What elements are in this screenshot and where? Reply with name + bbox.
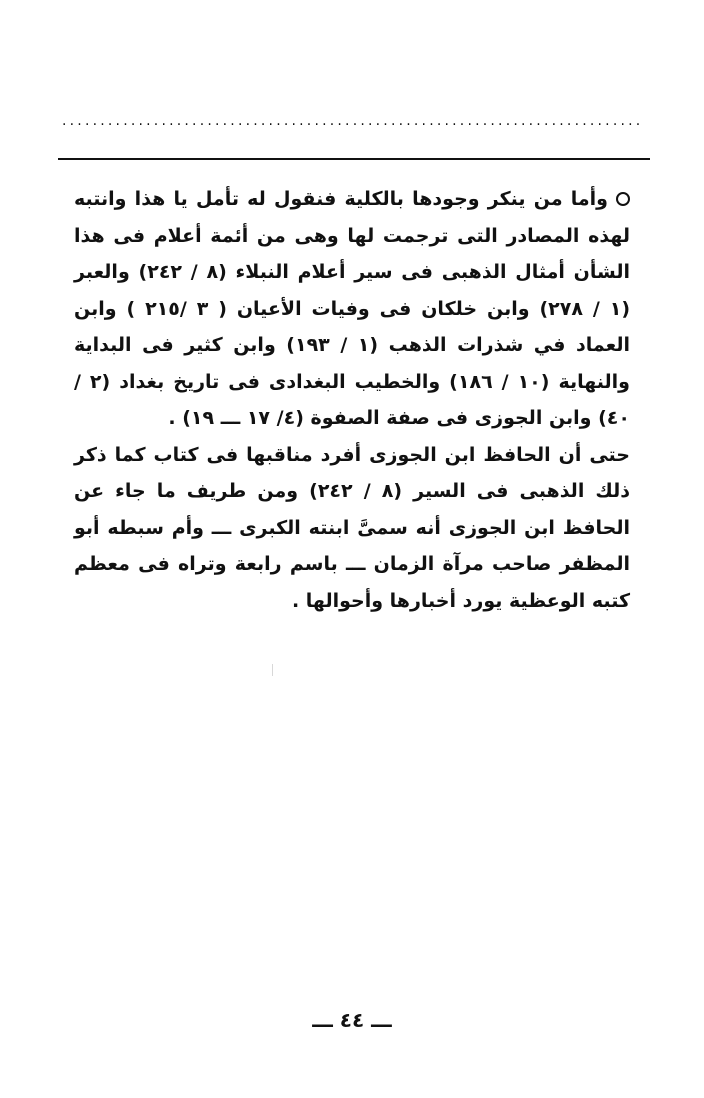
paragraph-1: [74, 181, 630, 437]
paragraph-2-text: حتى أن الحافظ ابن الجوزى أفرد مناقبها فى كتاب كما ذكر ذلك الذهبى فى السير (٨ / ٢٤٢) ومن طريف ما جاء عن الحافظ ابن الجوزى أنه سمىَّ ابنته الكبرى ـــ وأم سبطه أبو المظفر صاحب مرآة الزمان ـــ باسم رابعة وتراه فى معظم كتبه الوعظية يورد أخبارها وأحوالها .: [74, 443, 631, 612]
paragraph-1-text: وأما من ينكر وجودها بالكلية فنقول له تأمل يا هذا وانتبه لهذه المصادر التى ترجمت لها وهى من أئمة أعلام فى هذا الشأن أمثال الذهبى فى سير أعلام النبلاء (٨ / ٢٤٢) والعبر (١ / ٢٧٨) وابن خلكان فى وفيات الأعيان ( ٣ /٢١٥ ) وابن العماد في شذرات الذهب (١ / ١٩٣) وابن كثير فى البداية والنهاية (١٠ / ١٨٦) والخطيب البغدادى فى تاريخ بغداد (٢ / ٤٠) وابن الجوزى فى صفة الصفوة (٤/ ١٧ ـــ ١٩) .: [74, 188, 631, 429]
dotted-separator: ............................................................................: [62, 114, 644, 128]
paragraph-2: [74, 437, 630, 620]
circle-bullet-icon: [616, 192, 630, 206]
page-number: ـــ ٤٤ ـــ: [312, 1008, 392, 1032]
horizontal-rule: [58, 158, 650, 160]
scan-mark: [272, 664, 273, 676]
page-body: [74, 181, 630, 619]
